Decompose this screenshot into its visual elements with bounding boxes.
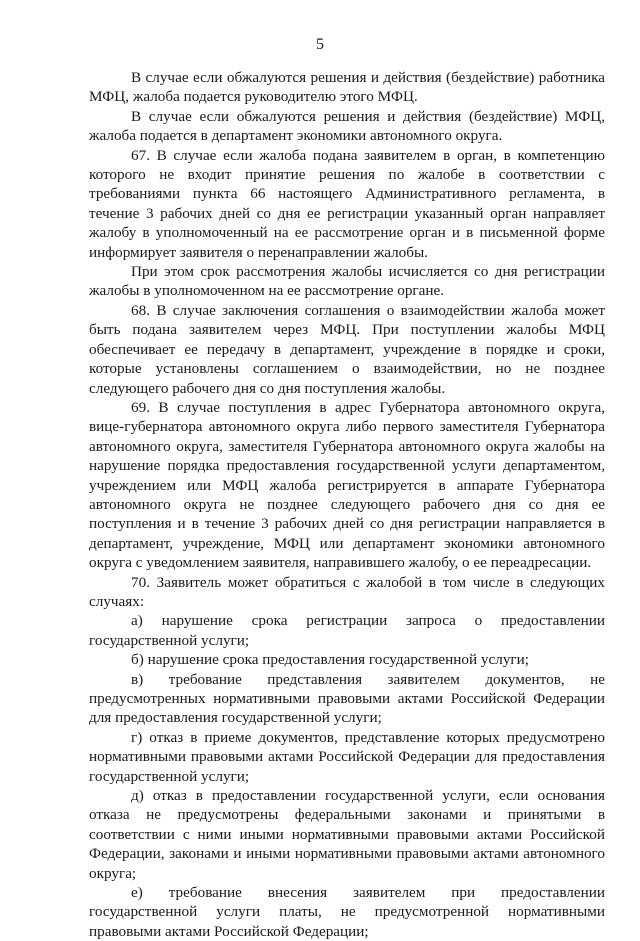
list-item-b: б) нарушение срока предоставления государственной услуги; xyxy=(131,651,529,669)
paragraph-67: 67. В случае если жалоба подана заявителем в орган, в компетенцию которого не входит принятие решения по жалобе в соответствии с требованиями пункта 66 настоящего Административного регламента, в течение 3 рабочих дней со дня ее регистрации указанный орган направляет жалобу в уполномоченный на ее рассмотрение орган и в письменной форме информирует заявителя о перенаправлении жалобы. xyxy=(89,146,605,261)
document-body xyxy=(89,68,605,941)
paragraph-69: 69. В случае поступления в адрес Губернатора автономного округа, вице-губернатора автономного округа либо первого заместителя Губернатора автономного округа, заместителя Губернатора автономного округа жалобы на нарушение порядка предоставления государственной услуги департаментом, учреждением или МФЦ жалоба регистрируется в аппарате Губернатора автономного округа не позднее следующего рабочего дня со дня ее поступления и в течение 3 рабочих дней со дня регистрации направляется в департамент, учреждение, МФЦ или департамент экономики автономного округа с уведомлением заявителя, направившего жалобу, о ее переадресации. xyxy=(89,398,605,572)
paragraph-complaint-mfc-worker: В случае если обжалуются решения и действия (бездействие) работника МФЦ, жалоба подается руководителю этого МФЦ. xyxy=(89,69,605,106)
list-item-d: д) отказ в предоставлении государственной услуги, если основания отказа не предусмотрены федеральными законами и принятыми в соответствии с ними иными нормативными правовыми актами Российской Федерации, законами и иными нормативными правовыми актами автономного округа; xyxy=(89,787,605,882)
paragraph-68: 68. В случае заключения соглашения о взаимодействии жалоба может быть подана заявителем через МФЦ. При поступлении жалобы МФЦ обеспечивает ее передачу в департамент, учреждение в порядке и сроки, которые установлены соглашением о взаимодействии, но не позднее следующего рабочего дня со дня поступления жалобы. xyxy=(89,301,605,397)
list-item-g: г) отказ в приеме документов, представление которых предусмотрено нормативными правовыми актами Российской Федерации для предоставления государственной услуги; xyxy=(89,728,605,785)
page-number: 5 xyxy=(316,36,324,53)
paragraph-70: 70. Заявитель может обратиться с жалобой в том числе в следующих случаях: xyxy=(89,573,605,610)
list-item-a: а) нарушение срока регистрации запроса о предоставлении государственной услуги; xyxy=(89,612,605,649)
paragraph-review-term: При этом срок рассмотрения жалобы исчисляется со дня регистрации жалобы в уполномоченном на ее рассмотрение органе. xyxy=(89,263,605,300)
list-item-e: е) требование внесения заявителем при предоставлении государственной услуги платы, не предусмотренной нормативными правовыми актами Российской Федерации; xyxy=(89,884,605,940)
list-item-v: в) требование представления заявителем документов, не предусмотренных нормативными правовыми актами Российской Федерации для предоставления государственной услуги; xyxy=(89,670,605,727)
paragraph-complaint-mfc: В случае если обжалуются решения и действия (бездействие) МФЦ, жалоба подается в департамент экономики автономного округа. xyxy=(89,107,605,145)
